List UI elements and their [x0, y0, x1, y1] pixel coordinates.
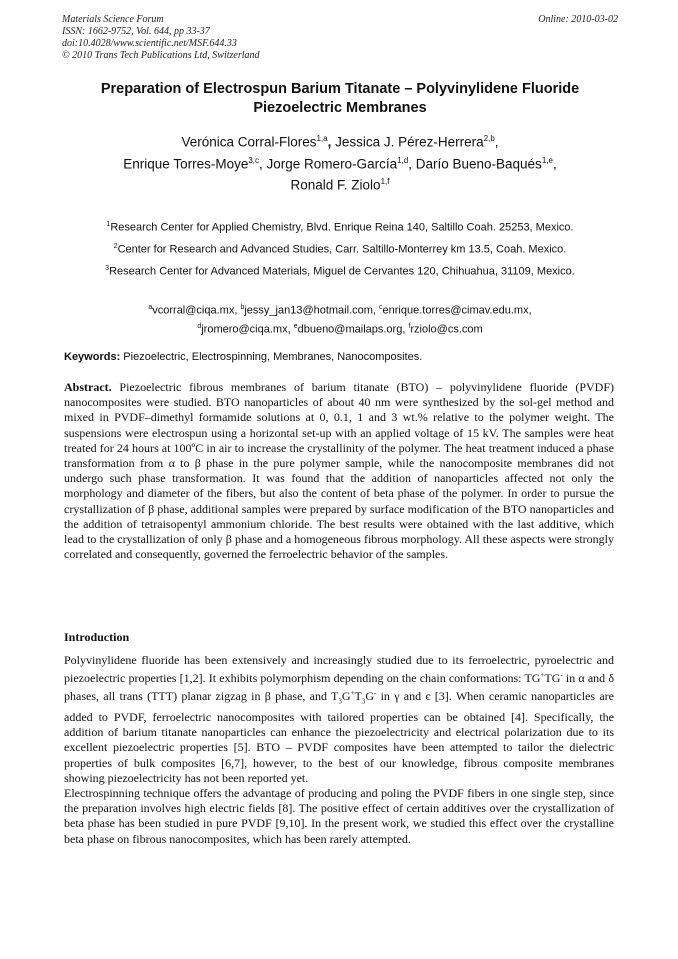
superscript: +	[350, 689, 355, 698]
introduction-heading: Introduction	[64, 630, 130, 644]
introduction-body	[64, 653, 614, 847]
abstract-text: Piezoelectric fibrous membranes of barium titanate (BTO) – polyvinylidene fluoride (PVDF) nanocomposites were studied. BTO nanoparticles of about 40 nm were synthesized by the sol-gel method and mixed in PVDF–dimethyl formamide solutions at 0, 0.1, 1 and 3 wt.% relative to the polymer weight. The suspensions were electrospun using a horizontal set-up with an applied voltage of 15 kV. The samples were heat treated for 24 hours at 100ºC in air to increase the crystallinity of the polymer. The heat treatment induced a phase transformation from α to β phase in the pure polymer sample, while the nanocomposite membranes did not undergo such phase transformation. It was found that the addition of nanoparticles affected not only the morphology and diameter of the fibers, but also the content of beta phase of the polymer. In order to pursue the crystallization of β phase, additional samples were prepared by surface modification of the BTO nanoparticles and the addition of tetraisopentyl ammonium chloride. The best results were obtained with the last additive, which lead to the crystallization of only β phase and a homogeneous fibrous morphology. All these aspects were strongly correlated and consequently, governed the ferroelectric behavior of the samples.	[64, 380, 614, 562]
title-line-2: Piezoelectric Membranes	[253, 100, 427, 116]
email-line	[62, 300, 618, 319]
abstract-section	[64, 380, 614, 562]
title-line-1: Preparation of Electrospun Barium Titanate – Polyvinylidene Fluoride	[100, 81, 580, 97]
author-separator: ,	[408, 156, 416, 171]
author-name: Jorge Romero-García	[266, 156, 398, 171]
paragraph-text: T	[354, 689, 362, 704]
journal-name: Materials Science Forum	[62, 14, 164, 25]
email-address[interactable]: dbueno@mailaps.org,	[297, 323, 409, 336]
affiliation	[62, 218, 618, 235]
email-mark: f	[408, 322, 411, 330]
author-separator: ,	[494, 134, 499, 150]
affiliation-mark: 3	[105, 265, 110, 272]
author-line	[62, 152, 618, 174]
journal-issn: ISSN: 1662-9752, Vol. 644, pp 33-37	[62, 26, 210, 37]
email-address[interactable]: vcorral@ciqa.mx,	[152, 304, 241, 317]
superscript: +	[540, 671, 545, 680]
paragraph-text: G	[365, 689, 374, 704]
subscript: 3	[338, 697, 342, 706]
email-address[interactable]: jromero@ciqa.mx,	[201, 323, 294, 336]
author-affil-mark: 1,e	[541, 155, 553, 165]
keywords-section	[64, 350, 614, 365]
email-mark: c	[379, 304, 383, 311]
affiliation-text: Research Center for Advanced Materials, Miguel de Cervantes 120, Chihuahua, 31109, Mexico.	[109, 265, 575, 278]
author-name: Enrique Torres-Moye	[123, 156, 249, 171]
superscript: -	[560, 671, 563, 680]
paragraph-text: Polyvinylidene fluoride has been extensively and increasingly studied due to its ferroelectric, pyroelectric and piezoelectric properties [1,2]. It exhibits polymorphism depending on the chain conformations: TG	[64, 653, 614, 686]
affiliation-mark: 1	[106, 221, 111, 228]
affiliation-text: Center for Research and Advanced Studies, Carr. Saltillo-Monterrey km 13.5, Coah. Mexico.	[117, 243, 567, 256]
author-name: Ronald F. Ziolo	[290, 177, 381, 193]
online-date: Online: 2010-03-02	[538, 14, 618, 25]
affiliation	[62, 262, 618, 279]
author-separator: ,	[552, 156, 557, 171]
author-line	[62, 130, 618, 152]
author-affil-mark: 1,d	[397, 155, 409, 165]
paragraph-text: in γ and є [3]. When ceramic nanoparticles are added to PVDF, ferroelectric nanocomposites with tailored properties can be obtained [4]. Specifically, the addition of barium titanate nanoparticles can enhance the piezoelectricity and electrical polarization due to its excellent piezoelectric properties [5]. BTO – PVDF composites have been attempted to tailor the dielectric properties of bulk composites [6,7], however, to the best of our knowledge, fibrous composite membranes showing piezoelectricity has not been reported yet.	[64, 689, 614, 785]
paragraph: Electrospinning technique offers the advantage of producing and poling the PVDF fibers in one single step, since the preparation involves high electric fields [8]. The positive effect of certain additives over the crystallization of beta phase has been studied in pure PVDF [9,10]. In the present work, we studied this effect over the crystalline beta phase on fibrous nanocomposites, which has been rarely attempted.	[64, 786, 614, 846]
email-address[interactable]: jessy_jan13@hotmail.com,	[244, 304, 380, 317]
abstract-label: Abstract.	[64, 380, 112, 394]
email-mark: e	[293, 322, 298, 330]
paragraph	[64, 653, 614, 786]
journal-doi: doi:10.4028/www.scientific.net/MSF.644.33	[62, 38, 237, 49]
author-name: Jessica J. Pérez-Herrera	[335, 134, 484, 150]
author-name: Darío Bueno-Baqués	[415, 156, 542, 171]
superscript: -	[374, 689, 377, 698]
journal-info	[62, 14, 260, 62]
paragraph-text: TG	[544, 671, 561, 686]
email-line	[62, 319, 618, 338]
author-emails	[62, 300, 618, 337]
author-affil-mark: 3,c	[248, 155, 260, 165]
subscript: 3	[361, 697, 366, 706]
keywords-text: Piezoelectric, Electrospinning, Membranes, Nanocomposites.	[120, 351, 423, 363]
author-affil-mark: 2,b	[483, 134, 495, 143]
author-separator: ,	[259, 156, 267, 171]
author-line	[62, 173, 618, 195]
affiliation-mark: 2	[113, 243, 118, 250]
email-address[interactable]: rziolo@cs.com	[410, 323, 483, 336]
author-affil-mark: 1,a	[316, 134, 328, 143]
email-mark: a	[148, 304, 153, 311]
affiliation	[62, 240, 618, 257]
paper-title	[62, 80, 618, 118]
author-affil-mark: 1,f	[380, 177, 390, 186]
paragraph-text: in α and δ phases, all trans (TTT) planar zigzag in β phase, and T	[64, 671, 615, 704]
affiliation-text: Research Center for Applied Chemistry, Blvd. Enrique Reina 140, Saltillo Coah. 25253, Mexico.	[110, 221, 574, 234]
email-mark: b	[240, 304, 245, 311]
author-separator: ,	[327, 134, 336, 150]
email-mark: d	[197, 322, 202, 330]
email-address[interactable]: enrique.torres@cimav.edu.mx,	[382, 304, 532, 317]
author-list	[62, 130, 618, 195]
paragraph-text: G	[341, 689, 351, 704]
author-name: Verónica Corral-Flores	[181, 134, 317, 150]
journal-copyright: © 2010 Trans Tech Publications Ltd, Switzerland	[62, 50, 260, 61]
keywords-label: Keywords:	[64, 351, 121, 363]
